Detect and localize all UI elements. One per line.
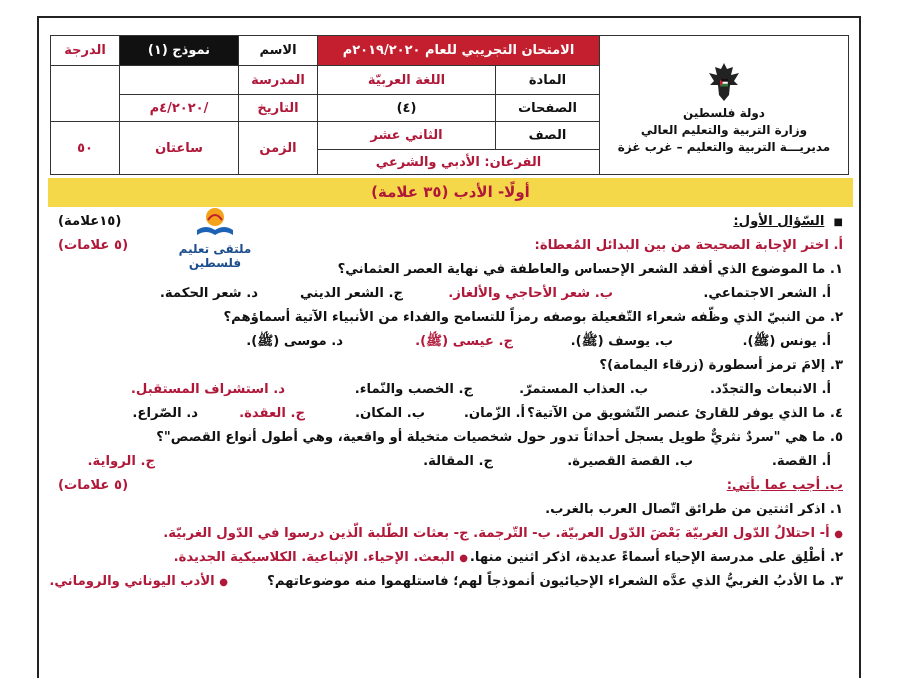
label-pages: الصفحات — [496, 95, 600, 122]
label-subject: المادة — [496, 66, 600, 95]
q3-options — [58, 378, 843, 402]
b3-answer: ● الأدب اليوناني والروماني. — [49, 574, 228, 589]
question1-title: ■ السّؤال الأول: — [733, 214, 843, 229]
q5-option-b[interactable]: ب. القصة القصيرة. — [567, 454, 693, 469]
q1-text: ١. ما الموضوع الذي أفقد الشعر الإحساس والعاطفة في نهاية العصر العثماني؟ — [337, 262, 843, 277]
label-score: الدرجة — [51, 36, 120, 66]
q1-option-a[interactable]: أ. الشعر الاجتماعي. — [703, 286, 831, 301]
q4-option-a[interactable]: أ. الزّمان. — [463, 406, 525, 421]
exam-content — [49, 210, 843, 594]
b3-text: ٣. ما الأدبُ الغربيُّ الذي عدَّه الشعراء الإحيائيون أنموذجاً لهم؛ فاستلهموا منه موضوعاتهم؟ — [267, 574, 843, 589]
label-school: المدرسة — [239, 66, 318, 95]
eagle-emblem-icon — [707, 61, 741, 103]
section-banner: أولًا- الأدب (٣٥ علامة) — [48, 178, 853, 207]
q1-options — [58, 282, 843, 306]
model-number: نموذج (١) — [120, 36, 239, 66]
q3-line — [58, 354, 843, 378]
q2-option-c[interactable]: ج. عيسى (ﷺ). — [415, 334, 513, 349]
school-value[interactable] — [120, 66, 239, 95]
time-value: ساعتان — [120, 122, 239, 175]
subject-value: اللغة العربيّة — [318, 66, 496, 95]
b2-answer: ● البعث. الإحياء. الإتباعية. الكلاسيكية الجديدة. — [173, 550, 468, 565]
ministry-name: وزارة التربية والتعليم العالي — [640, 122, 808, 137]
q2-line — [58, 306, 843, 330]
date-value: /٤/٢٠٢٠م — [120, 95, 239, 122]
b3-line — [49, 570, 843, 594]
q5-line — [58, 426, 843, 450]
label-date: التاريخ — [239, 95, 318, 122]
q3-option-c[interactable]: ج. الخصب والنّماء. — [354, 382, 473, 397]
q4-line — [58, 402, 843, 426]
b1-answer: ● أ- احتلالُ الدّول الغربيّة بَعْضَ الدّول العربيّة. ب- التّرجمة. ج- بعثات الطّلبة الّذين درسوا في الدّول الغربيّة. — [163, 526, 843, 541]
q5-option-d[interactable]: ج. الرواية. — [87, 454, 155, 469]
pages-value: (٤) — [318, 95, 496, 122]
q2-option-d[interactable]: د. موسى (ﷺ). — [246, 334, 343, 349]
q3-option-d[interactable]: د. استشراف المستقبل. — [130, 382, 285, 397]
q5-option-a[interactable]: أ. القصة. — [771, 454, 831, 469]
score-value: ٥٠ — [51, 122, 120, 175]
part-a-title: أ. اختر الإجابة الصحيحة من بين البدائل المُعطاة: — [534, 238, 843, 253]
q2-options — [58, 330, 843, 354]
part-a-title-line — [58, 234, 843, 258]
part-b-title: ب. أجب عما يأتي: — [726, 478, 843, 493]
question1-title-line — [58, 210, 843, 234]
label-grade: الصف — [496, 122, 600, 150]
q4-option-b[interactable]: ب. المكان. — [354, 406, 425, 421]
part-a-marks: (٥ علامات) — [58, 238, 129, 253]
watermark-text: ملتقى تعليم فلسطين — [178, 242, 252, 270]
q4-option-d[interactable]: د. الصّراع. — [132, 406, 198, 421]
q5-text: ٥. ما هي "سردٌ نثريٌّ طويل يسجل أحداثاً تدور حول شخصيات متخيلة أو واقعية، وهي أطول أنواع القصص"؟ — [156, 430, 843, 445]
q1-option-d[interactable]: د. شعر الحكمة. — [159, 286, 258, 301]
b2-text: ٢. أطْلِق على مدرسة الإحياء أسماءً عديدة، اذكر اثنين منها. — [469, 550, 843, 565]
b2-line — [58, 546, 843, 570]
q2-text: ٢. من النبيّ الذي وظّفه شعراء التّفعيلة بوصفه رمزاً للتسامح والفداء من الأنبياء الآتية أسماؤهم؟ — [223, 310, 843, 325]
q4-option-c[interactable]: ج. العقدة. — [239, 406, 305, 421]
country-name: دولة فلسطين — [683, 105, 765, 120]
q5-options — [58, 450, 843, 474]
label-time: الزمن — [239, 122, 318, 175]
q3-text: ٣. إلامَ ترمز أسطورة (زرقاء اليمامة)؟ — [599, 358, 843, 373]
q2-option-a[interactable]: أ. يونس (ﷺ). — [742, 334, 831, 349]
label-name: الاسم — [239, 36, 318, 66]
directorate-name: مديريـــة التربية والتعليم – غرب غزة — [617, 139, 831, 154]
exam-header-table — [50, 35, 849, 175]
q1-line — [58, 258, 843, 282]
score-blank — [51, 66, 120, 122]
q5-option-c[interactable]: ج. المقالة. — [423, 454, 493, 469]
q3-option-b[interactable]: ب. العذاب المستمرّ. — [519, 382, 648, 397]
q4-text: ٤. ما الذي يوفر للقارئ عنصر التّشويق من الآتية؟ — [527, 406, 843, 421]
question1-marks: (١٥علامة) — [58, 214, 122, 229]
q3-option-a[interactable]: أ. الانبعاث والتجدّد. — [710, 382, 831, 397]
b1-line — [58, 498, 843, 522]
part-b-marks: (٥ علامات) — [58, 478, 129, 493]
b1-answer-line — [58, 522, 843, 546]
grade-value: الثاني عشر — [318, 122, 496, 150]
part-b-title-line — [58, 474, 843, 498]
b1-text: ١. اذكر اثنتين من طرائق اتّصال العرب بالغرب. — [545, 502, 843, 517]
branches-value: الفرعان: الأدبي والشرعي — [318, 150, 600, 175]
exam-title: الامتحان التجريبي للعام ٢٠١٩/٢٠٢٠م — [318, 36, 600, 66]
ministry-cell — [600, 36, 849, 175]
q2-option-b[interactable]: ب. يوسف (ﷺ). — [570, 334, 673, 349]
q1-option-b[interactable]: ب. شعر الأحاجي والألغاز. — [448, 286, 613, 301]
q1-option-c[interactable]: ج. الشعر الديني — [299, 286, 403, 301]
